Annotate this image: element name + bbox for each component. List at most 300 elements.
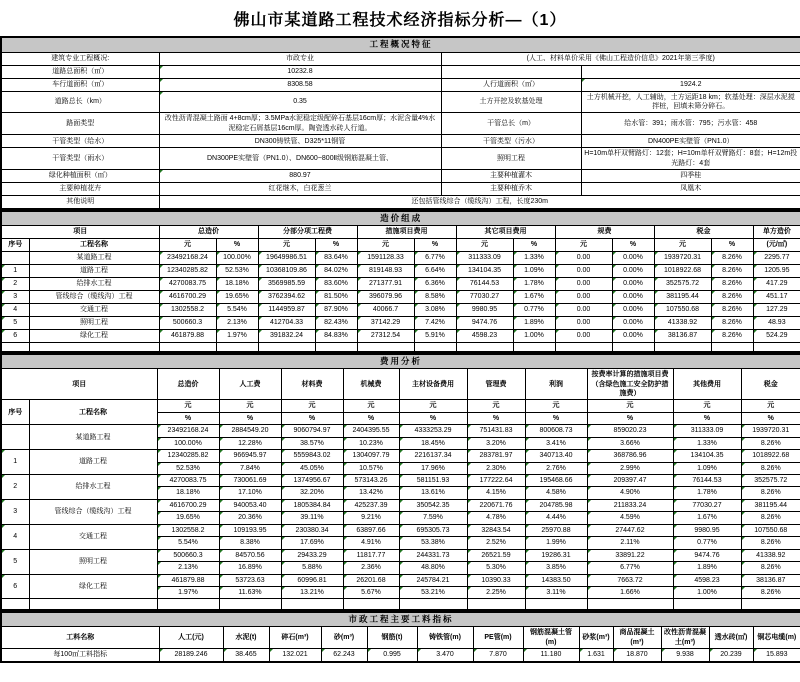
overview-cell: 主要种植乔木 — [441, 183, 581, 196]
cost-value-cell: 82.43% — [315, 317, 357, 330]
column-header: PE管(m) — [473, 627, 523, 649]
fee-percent-cell: 13.61% — [399, 487, 467, 499]
empty-cell — [281, 599, 343, 610]
material-value-cell: 1.631 — [579, 649, 613, 662]
fee-yuan-cell: 4598.23 — [673, 574, 741, 586]
cost-value-cell: 0.00% — [612, 304, 654, 317]
fee-yuan-cell: 12340285.82 — [157, 450, 219, 462]
fee-percent-cell: 39.11% — [281, 512, 343, 524]
overview-cell: 市政专业 — [159, 52, 441, 65]
overview-cell — [581, 65, 800, 78]
fee-percent-cell: 1.78% — [673, 487, 741, 499]
fee-yuan-cell: 177222.64 — [467, 475, 525, 487]
fee-yuan-cell: 244331.73 — [399, 549, 467, 561]
project-name-cell: 交通工程 — [29, 304, 159, 317]
project-name-cell: 给排水工程 — [29, 278, 159, 291]
fee-percent-cell: 10.57% — [343, 462, 399, 474]
column-header: 透水砖(㎡) — [709, 627, 753, 649]
fee-percent-cell: 6.77% — [587, 562, 673, 574]
fee-yuan-cell: 63897.66 — [343, 524, 399, 536]
cost-value-cell: 52.53% — [216, 265, 258, 278]
cost-value-cell: 412704.33 — [258, 317, 315, 330]
fee-percent-cell: 2.99% — [587, 462, 673, 474]
fee-yuan-cell: 29433.29 — [281, 549, 343, 561]
overview-cell: 道路总长（km） — [1, 91, 159, 113]
cost-value-cell: 81.50% — [315, 291, 357, 304]
page-title: 佛山市某道路工程技术经济指标分析—（1） — [233, 12, 567, 29]
unit-header: 元 — [343, 400, 399, 412]
section-header-materials: 市政工程主要工料指标 — [1, 612, 800, 627]
project-name-cell: 管线综合（缆线沟）工程 — [29, 291, 159, 304]
cost-value-cell: 8.26% — [711, 304, 753, 317]
column-header: 其它项目费用 — [456, 226, 555, 239]
row-number-cell: 2 — [1, 278, 29, 291]
fee-yuan-cell: 38136.87 — [741, 574, 800, 586]
overview-cell: 干管类型（给水） — [1, 135, 159, 148]
cost-value-cell: 8.26% — [711, 265, 753, 278]
column-header: 序号 — [1, 239, 29, 252]
fee-yuan-cell: 500660.3 — [157, 549, 219, 561]
fee-percent-cell: 2.52% — [467, 537, 525, 549]
fee-yuan-cell: 1304097.79 — [343, 450, 399, 462]
fee-percent-cell: 5.54% — [157, 537, 219, 549]
cost-value-cell: 0.00 — [555, 291, 612, 304]
cost-value-cell: 0.00% — [612, 291, 654, 304]
overview-cell: 土方开挖及软基处理 — [441, 91, 581, 113]
fee-percent-cell: 18.45% — [399, 437, 467, 449]
cost-value-cell: 40066.7 — [357, 304, 414, 317]
fee-percent-cell: 53.21% — [399, 586, 467, 598]
fee-percent-cell: 3.85% — [525, 562, 587, 574]
fee-yuan-cell: 26521.59 — [467, 549, 525, 561]
column-header: 分部分项工程费 — [258, 226, 357, 239]
empty-cell — [587, 599, 673, 610]
indicator-name-cell: 每100㎡工料指标 — [1, 649, 159, 662]
project-name-cell: 交通工程 — [29, 524, 157, 549]
cost-value-cell: 8.26% — [711, 291, 753, 304]
column-header: 规费 — [555, 226, 654, 239]
fee-percent-cell: 4.59% — [587, 512, 673, 524]
row-number-cell: 6 — [1, 574, 29, 599]
fee-percent-cell: 8.38% — [219, 537, 281, 549]
fee-yuan-cell: 220671.76 — [467, 499, 525, 511]
material-value-cell: 28189.246 — [159, 649, 223, 662]
overview-cell: 建筑专业工程概况: — [1, 52, 159, 65]
fee-yuan-cell: 352575.72 — [741, 475, 800, 487]
fee-yuan-cell: 2216137.34 — [399, 450, 467, 462]
fee-percent-cell: 12.28% — [219, 437, 281, 449]
fee-yuan-cell: 800608.73 — [525, 425, 587, 437]
fee-yuan-cell: 1939720.31 — [741, 425, 800, 437]
cost-value-cell: 18.18% — [216, 278, 258, 291]
column-header: 材料费 — [281, 369, 343, 400]
fee-percent-cell: 4.58% — [525, 487, 587, 499]
fee-percent-cell: 8.26% — [741, 562, 800, 574]
cost-value-cell: 0.00 — [555, 304, 612, 317]
cost-value-cell: 5.91% — [414, 330, 456, 343]
cost-value-cell: 0.00 — [555, 330, 612, 343]
fee-yuan-cell: 9474.76 — [673, 549, 741, 561]
row-number-cell: 3 — [1, 499, 29, 524]
unit-header: 元 — [587, 400, 673, 412]
cost-value-cell: 6.36% — [414, 278, 456, 291]
empty-cell — [753, 343, 800, 352]
fee-yuan-cell: 209397.47 — [587, 475, 673, 487]
column-header: 砂(m³) — [321, 627, 367, 649]
fee-yuan-cell: 245784.21 — [399, 574, 467, 586]
empty-cell — [159, 343, 216, 352]
fee-percent-cell: 5.30% — [467, 562, 525, 574]
cost-value-cell: 12340285.82 — [159, 265, 216, 278]
column-header: 其他费用 — [673, 369, 741, 400]
overview-cell: (人工、材料单价采用《佛山工程造价信息》2021年第三季度) — [441, 52, 800, 65]
cost-value-cell: 0.00% — [612, 252, 654, 265]
overview-cell: 干管总长（m） — [441, 113, 581, 135]
fee-percent-cell: 1.09% — [673, 462, 741, 474]
fee-yuan-cell: 53723.63 — [219, 574, 281, 586]
fee-percent-cell: 48.80% — [399, 562, 467, 574]
fee-yuan-cell: 9060794.97 — [281, 425, 343, 437]
row-number-cell: 5 — [1, 317, 29, 330]
cost-value-cell: 8.58% — [414, 291, 456, 304]
cost-value-cell: 7.42% — [414, 317, 456, 330]
project-name-cell: 照明工程 — [29, 549, 157, 574]
cost-value-cell: 4598.23 — [456, 330, 513, 343]
empty-cell — [711, 343, 753, 352]
cost-value-cell: 451.17 — [753, 291, 800, 304]
cost-value-cell: 524.29 — [753, 330, 800, 343]
fee-percent-cell: 38.57% — [281, 437, 343, 449]
fee-percent-cell: 4.78% — [467, 512, 525, 524]
fee-yuan-cell: 4333253.29 — [399, 425, 467, 437]
unit-header: 元 — [219, 400, 281, 412]
fee-yuan-cell: 10390.33 — [467, 574, 525, 586]
column-header: 砂浆(m³) — [579, 627, 613, 649]
unit-header: % — [741, 412, 800, 424]
overview-cell: 主要种植灌木 — [441, 170, 581, 183]
cost-value-cell: 2.13% — [216, 317, 258, 330]
fee-yuan-cell: 751431.83 — [467, 425, 525, 437]
row-number-cell: 4 — [1, 524, 29, 549]
fee-percent-cell: 52.53% — [157, 462, 219, 474]
project-name-cell: 道路工程 — [29, 265, 159, 278]
column-header: 税金 — [741, 369, 800, 400]
fee-percent-cell: 18.18% — [157, 487, 219, 499]
overview-cell: 0.35 — [159, 91, 441, 113]
project-name-cell: 某道路工程 — [29, 425, 157, 450]
unit-header: 元 — [399, 400, 467, 412]
overview-cell: 人行道面积（㎡） — [441, 78, 581, 91]
section-header-fee: 费用分析 — [1, 354, 800, 369]
cost-value-cell: 4616700.29 — [159, 291, 216, 304]
fee-percent-cell: 8.26% — [741, 537, 800, 549]
project-name-cell: 某道路工程 — [29, 252, 159, 265]
cost-value-cell: 83.64% — [315, 252, 357, 265]
cost-value-cell: 8.26% — [711, 330, 753, 343]
fee-yuan-cell: 211833.24 — [587, 499, 673, 511]
fee-yuan-cell: 107550.68 — [741, 524, 800, 536]
fee-yuan-cell: 381195.44 — [741, 499, 800, 511]
fee-percent-cell: 0.77% — [673, 537, 741, 549]
cost-value-cell: 1.33% — [513, 252, 555, 265]
cost-value-cell: 3.08% — [414, 304, 456, 317]
fee-yuan-cell: 2404395.55 — [343, 425, 399, 437]
column-header: 序号 — [1, 400, 29, 425]
unit-header: % — [587, 412, 673, 424]
fee-percent-cell: 4.90% — [587, 487, 673, 499]
row-number-cell: 4 — [1, 304, 29, 317]
column-header: 钢筋混凝土管(m) — [523, 627, 579, 649]
empty-cell — [29, 599, 157, 610]
cost-value-cell: 0.00% — [612, 265, 654, 278]
cost-value-cell: 4270083.75 — [159, 278, 216, 291]
fee-yuan-cell: 940053.40 — [219, 499, 281, 511]
column-header: 改性沥青混凝土(m³) — [661, 627, 709, 649]
cost-value-cell: 1.00% — [513, 330, 555, 343]
cost-value-cell: 37142.29 — [357, 317, 414, 330]
fee-percent-cell: 16.89% — [219, 562, 281, 574]
column-header: 元 — [258, 239, 315, 252]
column-header: 工程名称 — [29, 239, 159, 252]
cost-value-cell: 77030.27 — [456, 291, 513, 304]
column-header: 元 — [357, 239, 414, 252]
overview-cell: 8308.58 — [159, 78, 441, 91]
cost-value-cell: 38136.87 — [654, 330, 711, 343]
fee-percent-cell: 45.05% — [281, 462, 343, 474]
empty-cell — [157, 599, 219, 610]
materials-table — [0, 611, 800, 663]
empty-cell — [315, 343, 357, 352]
fee-percent-cell: 1.00% — [673, 586, 741, 598]
material-value-cell: 7.870 — [473, 649, 523, 662]
fee-percent-cell: 17.96% — [399, 462, 467, 474]
material-value-cell: 15.893 — [753, 649, 800, 662]
cost-value-cell: 0.00 — [555, 252, 612, 265]
cost-value-cell: 0.77% — [513, 304, 555, 317]
row-number-cell — [1, 425, 29, 450]
cost-value-cell: 6.64% — [414, 265, 456, 278]
project-name-cell: 道路工程 — [29, 450, 157, 475]
cost-value-cell: 0.00 — [555, 278, 612, 291]
cost-value-cell: 84.02% — [315, 265, 357, 278]
cost-value-cell: 500660.3 — [159, 317, 216, 330]
fee-percent-cell: 4.91% — [343, 537, 399, 549]
row-number-cell: 1 — [1, 265, 29, 278]
fee-percent-cell: 2.25% — [467, 586, 525, 598]
unit-header: 元 — [673, 400, 741, 412]
cost-value-cell: 3569985.59 — [258, 278, 315, 291]
overview-cell: 10232.8 — [159, 65, 441, 78]
cost-value-cell: 2295.77 — [753, 252, 800, 265]
row-number-cell: 3 — [1, 291, 29, 304]
fee-percent-cell: 2.11% — [587, 537, 673, 549]
cost-value-cell: 134104.35 — [456, 265, 513, 278]
fee-yuan-cell: 581151.93 — [399, 475, 467, 487]
overview-cell: 照明工程 — [441, 148, 581, 170]
overview-cell: 四季桂 — [581, 170, 800, 183]
cost-value-cell: 1205.95 — [753, 265, 800, 278]
fee-yuan-cell: 5559843.02 — [281, 450, 343, 462]
cost-value-cell: 311333.09 — [456, 252, 513, 265]
cost-value-cell: 76144.53 — [456, 278, 513, 291]
empty-cell — [1, 599, 29, 610]
fee-percent-cell: 1.67% — [673, 512, 741, 524]
section-header-overview: 工程概况特征 — [1, 37, 800, 52]
empty-cell — [741, 599, 800, 610]
material-value-cell: 62.243 — [321, 649, 367, 662]
cost-value-cell: 107550.68 — [654, 304, 711, 317]
fee-yuan-cell: 76144.53 — [673, 475, 741, 487]
fee-yuan-cell: 25970.88 — [525, 524, 587, 536]
fee-yuan-cell: 41338.92 — [741, 549, 800, 561]
material-value-cell: 20.239 — [709, 649, 753, 662]
fee-yuan-cell: 27447.62 — [587, 524, 673, 536]
material-value-cell: 11.180 — [523, 649, 579, 662]
fee-yuan-cell: 9980.95 — [673, 524, 741, 536]
fee-percent-cell: 53.38% — [399, 537, 467, 549]
fee-yuan-cell: 730061.69 — [219, 475, 281, 487]
empty-cell — [1, 343, 29, 352]
overview-cell: 绿化种植面积（㎡） — [1, 170, 159, 183]
fee-percent-cell: 2.76% — [525, 462, 587, 474]
column-header: (元/㎡) — [753, 239, 800, 252]
cost-value-cell: 1939720.31 — [654, 252, 711, 265]
fee-percent-cell: 1.89% — [673, 562, 741, 574]
column-header: % — [414, 239, 456, 252]
unit-header: % — [281, 412, 343, 424]
column-header: 钢筋(t) — [367, 627, 417, 649]
material-value-cell: 3.470 — [417, 649, 473, 662]
unit-header: 元 — [467, 400, 525, 412]
project-name-cell: 给排水工程 — [29, 475, 157, 500]
material-value-cell: 132.021 — [269, 649, 321, 662]
fee-percent-cell: 8.26% — [741, 487, 800, 499]
row-number-cell: 2 — [1, 475, 29, 500]
fee-yuan-cell: 461879.88 — [157, 574, 219, 586]
cost-value-cell: 0.00 — [555, 265, 612, 278]
cost-value-cell: 0.00% — [612, 278, 654, 291]
empty-cell — [399, 599, 467, 610]
fee-percent-cell: 1.97% — [157, 586, 219, 598]
column-header: % — [513, 239, 555, 252]
project-name-cell: 绿化工程 — [29, 330, 159, 343]
fee-yuan-cell: 230380.34 — [281, 524, 343, 536]
overview-cell: 干管类型（雨水） — [1, 148, 159, 170]
overview-cell: DN300铸铁管、D325*11钢管 — [159, 135, 441, 148]
empty-cell — [525, 599, 587, 610]
overview-cell: 道路总面积（㎡） — [1, 65, 159, 78]
overview-cell — [441, 65, 581, 78]
cost-value-cell: 1144959.87 — [258, 304, 315, 317]
fee-yuan-cell: 109193.95 — [219, 524, 281, 536]
fee-yuan-cell: 340713.40 — [525, 450, 587, 462]
fee-yuan-cell: 204785.98 — [525, 499, 587, 511]
unit-header: % — [343, 412, 399, 424]
empty-cell — [219, 599, 281, 610]
material-value-cell: 9.938 — [661, 649, 709, 662]
fee-yuan-cell: 77030.27 — [673, 499, 741, 511]
cost-value-cell: 41338.92 — [654, 317, 711, 330]
fee-yuan-cell: 1018922.68 — [741, 450, 800, 462]
column-header: 人工(元) — [159, 627, 223, 649]
empty-cell — [612, 343, 654, 352]
fee-analysis-table — [0, 353, 800, 611]
overview-cell: 1924.2 — [581, 78, 800, 91]
fee-percent-cell: 8.26% — [741, 437, 800, 449]
cost-value-cell: 19649986.51 — [258, 252, 315, 265]
fee-percent-cell: 9.21% — [343, 512, 399, 524]
fee-percent-cell: 13.21% — [281, 586, 343, 598]
fee-yuan-cell: 1302558.2 — [157, 524, 219, 536]
column-header: % — [711, 239, 753, 252]
fee-percent-cell: 11.63% — [219, 586, 281, 598]
fee-percent-cell: 3.66% — [587, 437, 673, 449]
unit-header: % — [673, 412, 741, 424]
cost-value-cell: 1.97% — [216, 330, 258, 343]
row-number-cell: 1 — [1, 450, 29, 475]
row-number-cell — [1, 252, 29, 265]
section-header-cost: 造价组成 — [1, 211, 800, 226]
cost-value-cell: 3762394.62 — [258, 291, 315, 304]
unit-header: % — [399, 412, 467, 424]
unit-header: % — [219, 412, 281, 424]
fee-percent-cell: 7.84% — [219, 462, 281, 474]
unit-header: % — [467, 412, 525, 424]
fee-percent-cell: 100.00% — [157, 437, 219, 449]
column-header: 项目 — [1, 369, 157, 400]
cost-value-cell: 396079.96 — [357, 291, 414, 304]
empty-cell — [555, 343, 612, 352]
cost-value-cell: 0.00% — [612, 330, 654, 343]
cost-value-cell: 819148.93 — [357, 265, 414, 278]
fee-yuan-cell: 134104.35 — [673, 450, 741, 462]
fee-yuan-cell: 7663.72 — [587, 574, 673, 586]
empty-cell — [673, 599, 741, 610]
overview-cell: H=10m单杆双臂路灯：12套；H=10m单杆双臂路灯：8套；H=12m投光路灯：4套 — [581, 148, 800, 170]
column-header: 工程名称 — [29, 400, 157, 425]
fee-yuan-cell: 23492168.24 — [157, 425, 219, 437]
material-value-cell: 0.995 — [367, 649, 417, 662]
empty-cell — [467, 599, 525, 610]
cost-value-cell: 0.00% — [612, 317, 654, 330]
empty-cell — [29, 343, 159, 352]
fee-percent-cell: 2.13% — [157, 562, 219, 574]
column-header: 商品混凝土(m³) — [613, 627, 661, 649]
fee-yuan-cell: 84570.56 — [219, 549, 281, 561]
overview-cell: 路面类型 — [1, 113, 159, 135]
column-header: 人工费 — [219, 369, 281, 400]
fee-percent-cell: 17.10% — [219, 487, 281, 499]
column-header: 利润 — [525, 369, 587, 400]
cost-value-cell: 417.29 — [753, 278, 800, 291]
cost-value-cell: 0.00 — [555, 317, 612, 330]
unit-header: 元 — [741, 400, 800, 412]
fee-yuan-cell: 33891.22 — [587, 549, 673, 561]
fee-yuan-cell: 1374956.67 — [281, 475, 343, 487]
overview-cell: 还包括管线综合（缆线沟）工程，长度230m — [159, 196, 800, 209]
fee-yuan-cell: 368786.96 — [587, 450, 673, 462]
overview-cell: 改性沥青混凝土路面 4+8cm厚；3.5MPa水泥稳定级配碎石基层16cm厚；水泥含量4%水泥稳定石屑基层16cm厚。陶瓷透水砖人行道。 — [159, 113, 441, 135]
fee-percent-cell: 3.11% — [525, 586, 587, 598]
fee-percent-cell: 19.65% — [157, 512, 219, 524]
cost-value-cell: 391832.24 — [258, 330, 315, 343]
fee-percent-cell: 8.26% — [741, 512, 800, 524]
fee-yuan-cell: 2884549.20 — [219, 425, 281, 437]
fee-yuan-cell: 425237.39 — [343, 499, 399, 511]
fee-percent-cell: 8.26% — [741, 462, 800, 474]
cost-value-cell: 84.83% — [315, 330, 357, 343]
cost-value-cell: 100.00% — [216, 252, 258, 265]
